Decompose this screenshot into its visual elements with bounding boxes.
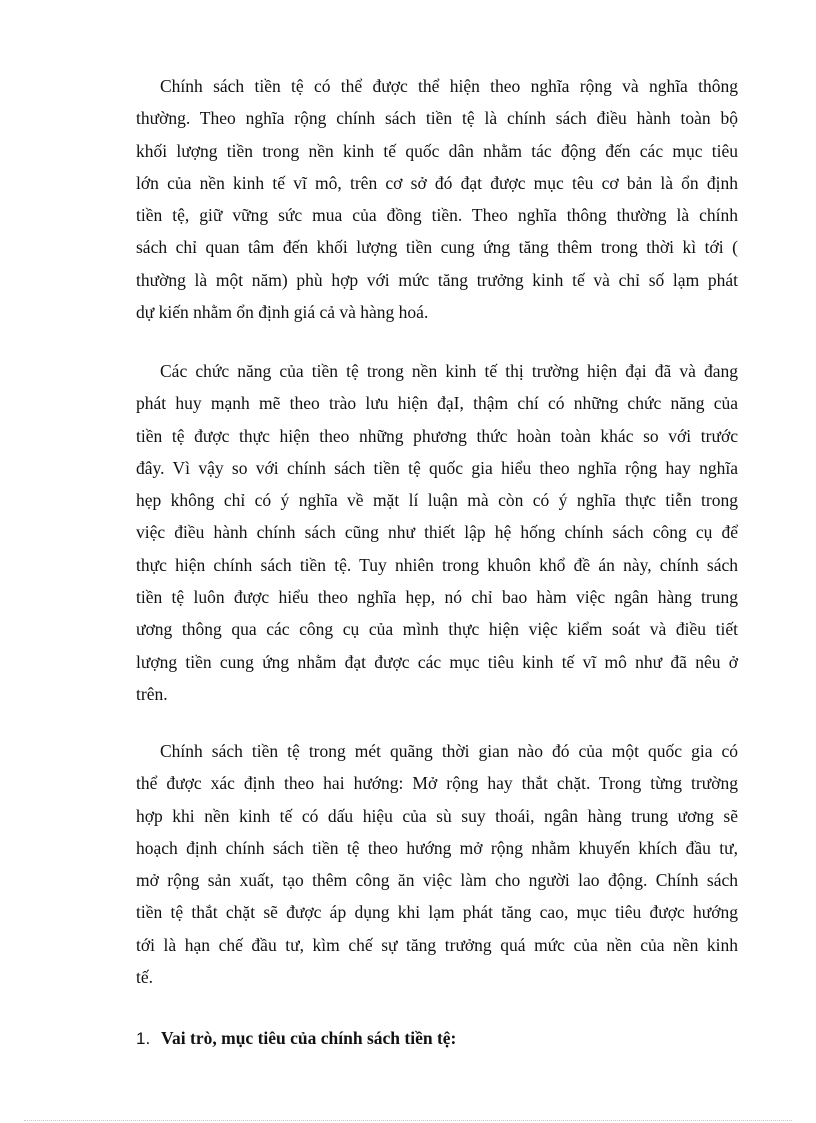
paragraph-line: phát huy mạnh mẽ theo trào lưu hiện đạI, thậm chí có những chức năng của — [136, 393, 738, 414]
paragraph-2 — [136, 355, 738, 710]
paragraph-line: Các chức năng của tiền tệ trong nền kinh tế thị trường hiện đại đã và đang — [160, 361, 738, 381]
paragraph-line: thường. Theo nghĩa rộng chính sách tiền tệ là chính sách điều hành toàn bộ — [136, 108, 738, 129]
paragraph-line: tế. — [136, 967, 154, 988]
paragraph-line: hợp khi nền kinh tế có dấu hiệu của sù suy thoái, ngân hàng trung ương sẽ — [136, 805, 738, 826]
paragraph-line: ương thông qua các công cụ của mình thực hiện việc kiểm soát và điều tiết — [136, 619, 738, 640]
paragraph-line: hẹp không chỉ có ý nghĩa về mặt lí luận mà còn có ý nghĩa thực tiễn trong — [136, 490, 738, 511]
paragraph-line: Chính sách tiền tệ trong mét quãng thời gian nào đó của một quốc gia có — [160, 741, 738, 761]
paragraph-line: lớn của nền kinh tế vĩ mô, trên cơ sở đó đạt được mục têu cơ bản là ổn định — [136, 172, 738, 193]
paragraph-line: tiền tệ được thực hiện theo những phương thức hoàn toàn khác so với trước — [136, 425, 738, 446]
section-heading — [136, 1023, 456, 1054]
paragraph-line: tiền tệ, giữ vững sức mua của đồng tiền. Theo nghĩa thông thường là chính — [136, 205, 738, 226]
paragraph-line: thường là một năm) phù hợp với mức tăng trưởng kinh tế và chỉ số lạm phát — [136, 269, 738, 290]
section-title: Vai trò, mục tiêu của chính sách tiền tệ: — [161, 1028, 457, 1048]
paragraph-line: thể được xác định theo hai hướng: Mở rộng hay thắt chặt. Trong từng trường — [136, 773, 738, 794]
paragraph-line: tới là hạn chế đầu tư, kìm chế sự tăng trưởng quá mức của nền của nền kinh — [136, 934, 738, 955]
section-number: 1. — [136, 1029, 151, 1048]
paragraph-line: khối lượng tiền trong nền kinh tế quốc dân nhằm tác động đến các mục tiêu — [136, 140, 738, 161]
paragraph-1 — [136, 70, 738, 328]
paragraph-line: dự kiến nhằm ổn định giá cả và hàng hoá. — [136, 302, 429, 323]
paragraph-line: tiền tệ luôn được hiểu theo nghĩa hẹp, nó chỉ bao hàm việc ngân hàng trung — [136, 587, 738, 608]
paragraph-line: mở rộng sản xuất, tạo thêm công ăn việc làm cho người lao động. Chính sách — [136, 870, 738, 891]
paragraph-line: tiền tệ thắt chặt sẽ được áp dụng khi lạm phát tăng cao, mục tiêu được hướng — [136, 902, 738, 923]
page-bottom-divider — [24, 1120, 792, 1121]
paragraph-3 — [136, 735, 738, 993]
paragraph-line: trên. — [136, 683, 168, 704]
paragraph-line: thực hiện chính sách tiền tệ. Tuy nhiên trong khuôn khổ đề án này, chính sách — [136, 554, 738, 575]
paragraph-line: việc điều hành chính sách cũng như thiết lập hệ hống chính sách công cụ để — [136, 522, 738, 543]
paragraph-line: sách chỉ quan tâm đến khối lượng tiền cung ứng tăng thêm trong thời kì tới ( — [136, 237, 738, 258]
paragraph-line: Chính sách tiền tệ có thể được thể hiện theo nghĩa rộng và nghĩa thông — [160, 76, 738, 96]
paragraph-line: đây. Vì vậy so với chính sách tiền tệ quốc gia hiểu theo nghĩa rộng hay nghĩa — [136, 457, 738, 478]
paragraph-line: hoạch định chính sách tiền tệ theo hướng mở rộng nhằm khuyến khích đầu tư, — [136, 837, 738, 858]
paragraph-line: lượng tiền cung ứng nhằm đạt được các mục tiêu kinh tế vĩ mô như đã nêu ở — [136, 651, 738, 672]
